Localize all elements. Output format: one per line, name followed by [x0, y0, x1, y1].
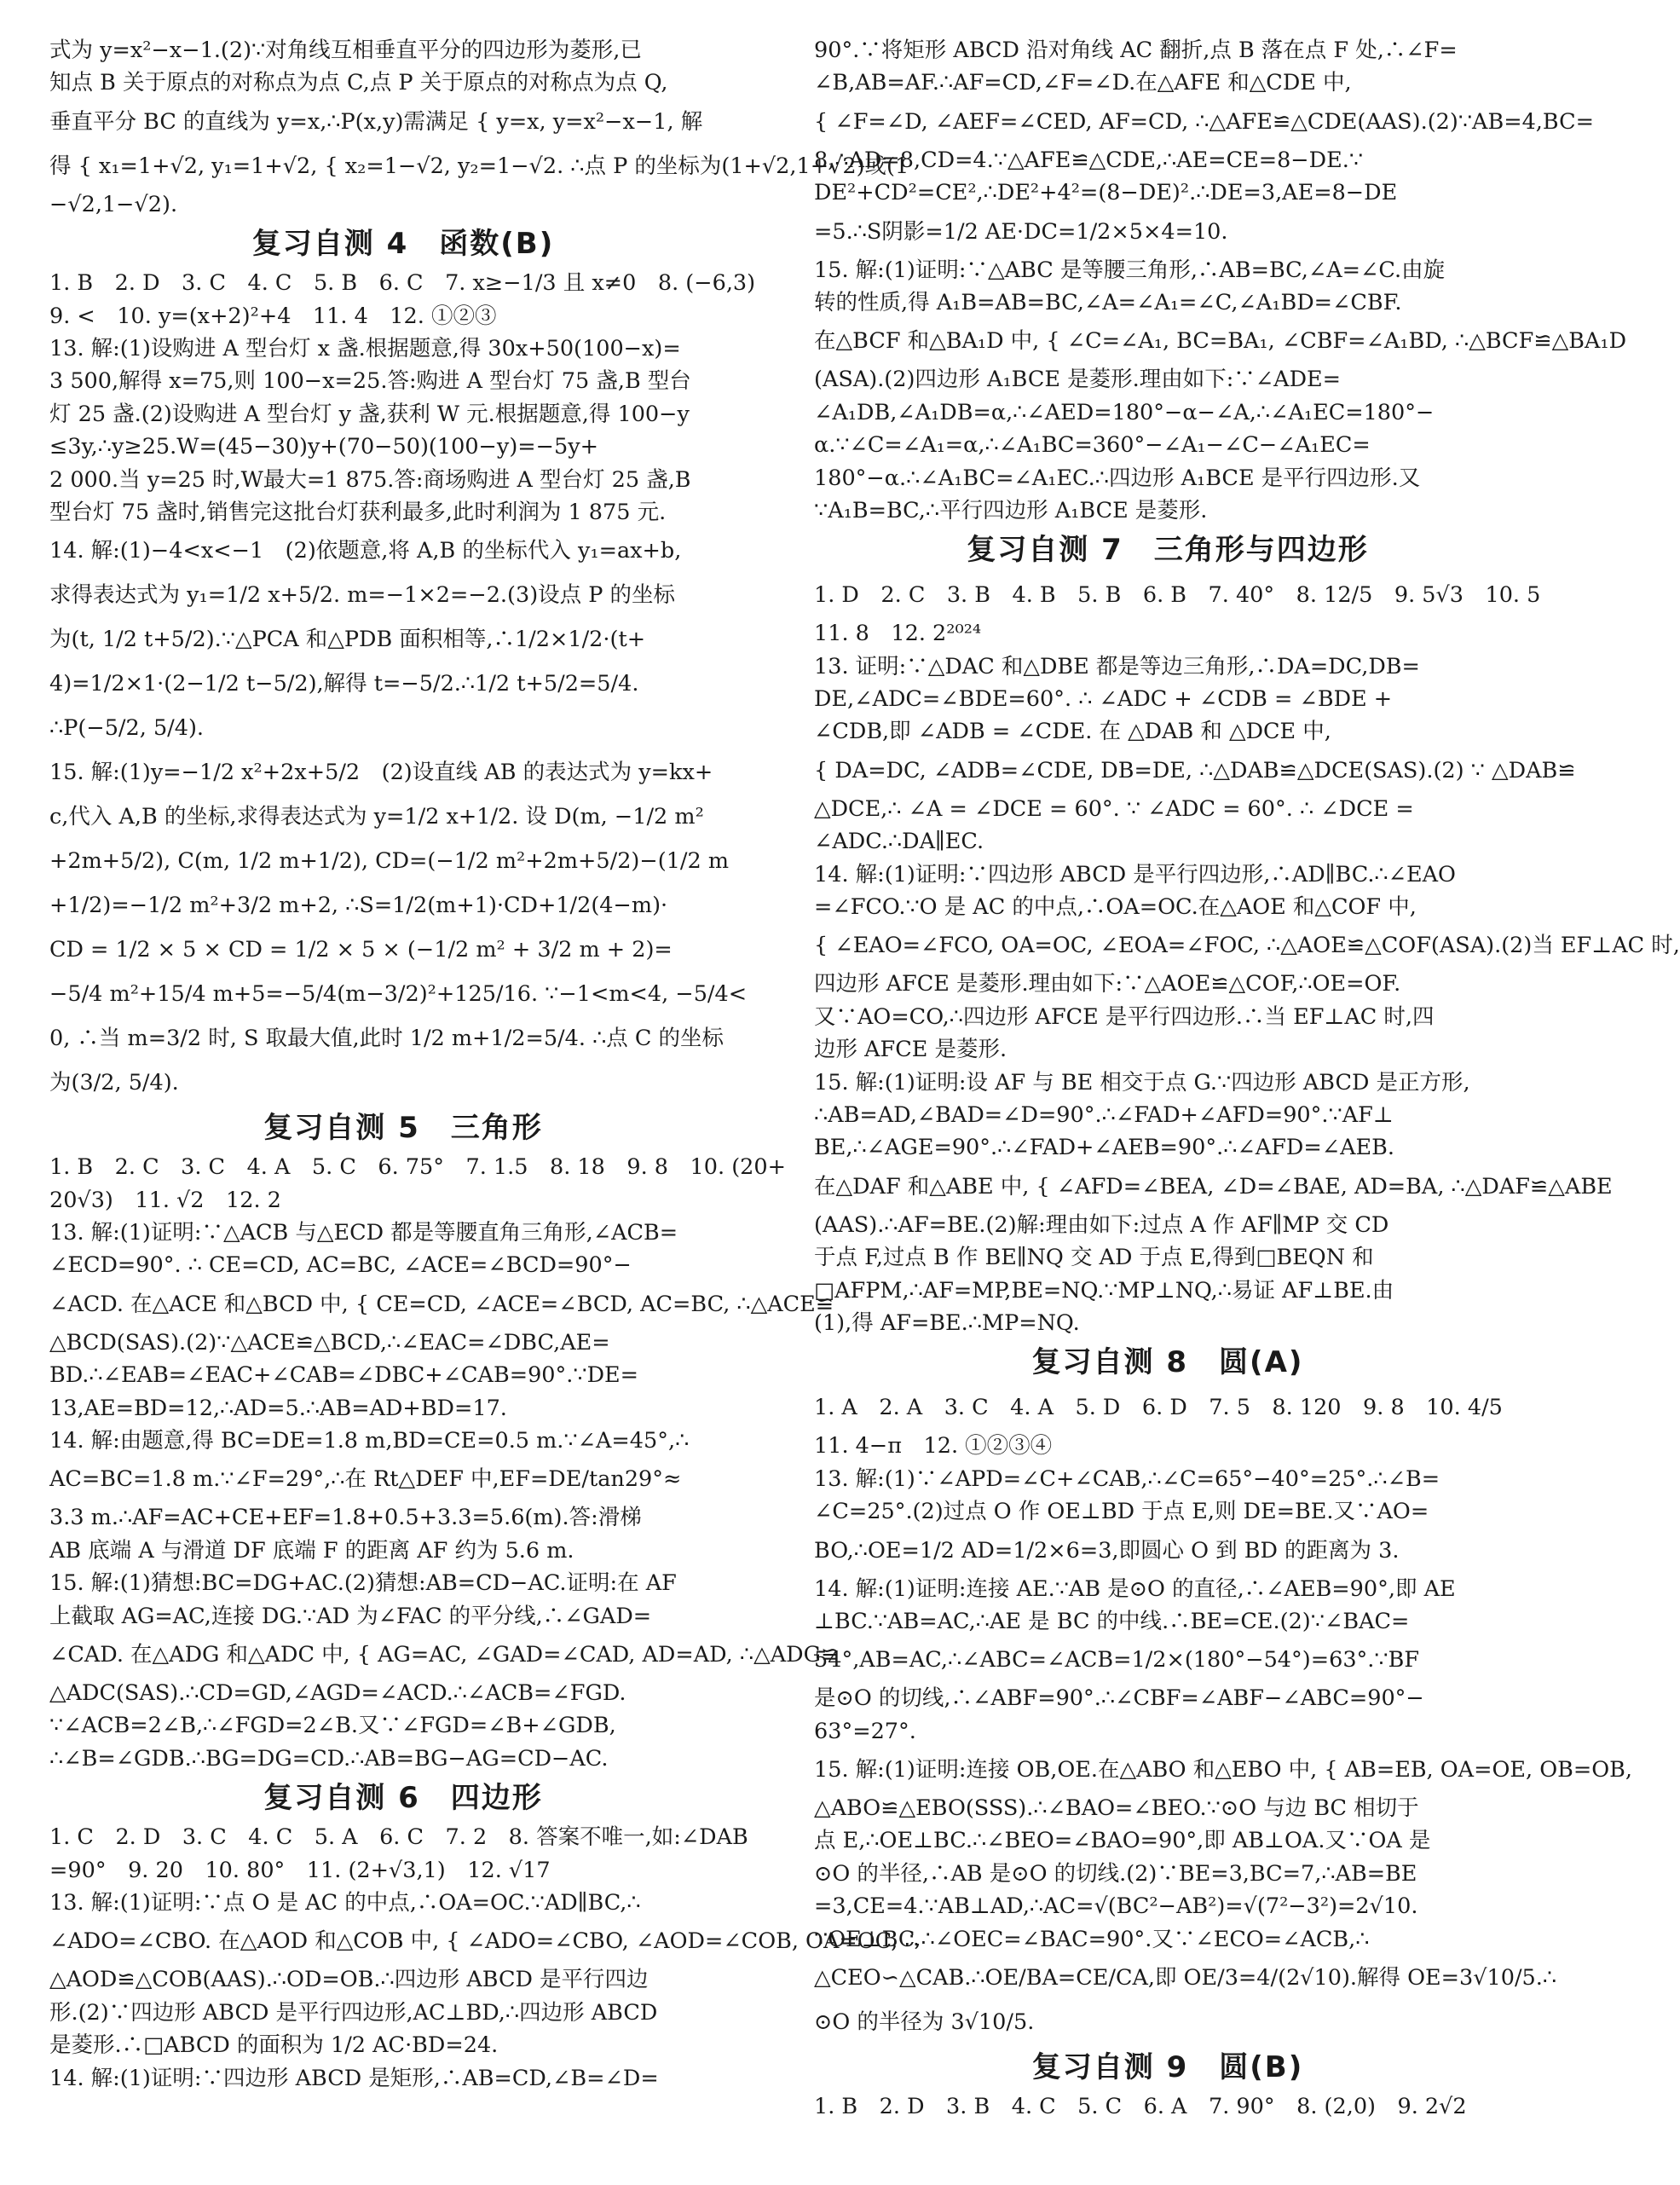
text-line: △ABO≌△EBO(SSS).∴∠BAO=∠BEO.∵⊙O 与边 BC 相切于 [814, 1795, 1419, 1822]
text-line: AC=BC=1.8 m.∵∠F=29°,∴在 Rt△DEF 中,EF=DE/tan29°≈ [49, 1466, 682, 1493]
text-line: +2m+5/2), C(m, 1/2 m+1/2), CD=(−1/2 m²+2m+5/2)−(1/2 m [49, 848, 730, 875]
text-line: DE²+CD²=CE²,∴DE²+4²=(8−DE)².∴DE=3,AE=8−DE [814, 180, 1398, 206]
text-line: 54°,AB=AC,∴∠ABC=∠ACB=1/2×(180°−54°)=63°.∵BF [814, 1647, 1420, 1673]
text-line: −5/4 m²+15/4 m+5=−5/4(m−3/2)²+125/16. ∵−1<m<4, −5/4< [49, 981, 748, 1008]
text-line: CD = 1/2 × 5 × CD = 1/2 × 5 × (−1/2 m² + 3/2 m + 2)= [49, 937, 673, 963]
text-line: ∠ACD. 在△ACE 和△BCD 中, { CE=CD, ∠ACE=∠BCD, AC=BC, ∴△ACE≌ [49, 1291, 834, 1317]
text-line: 得 { x₁=1+√2, y₁=1+√2, { x₂=1−√2, y₂=1−√2. ∴点 P 的坐标为(1+√2,1+√2)或(1 [49, 153, 909, 179]
text-line: ∠ADO=∠CBO. 在△AOD 和△COB 中, { ∠ADO=∠CBO, ∠AOD=∠COB, OA=OC, ∴ [49, 1928, 919, 1955]
text-line: (ASA).(2)四边形 A₁BCE 是菱形.理由如下:∵∠ADE= [814, 367, 1342, 393]
text-line: 是⊙O 的切线,∴∠ABF=90°.∴∠CBF=∠ABF−∠ABC=90°− [814, 1685, 1424, 1712]
section-body-7 [814, 573, 1680, 1339]
text-line: ∵∠ACB=2∠B,∴∠FGD=2∠B.又∵∠FGD=∠B+∠GDB, [49, 1713, 616, 1739]
text-line: =5.∴S阴影=1/2 AE·DC=1/2×5×4=10. [814, 218, 1228, 245]
text-line: =∠FCO.∵O 是 AC 的中点,∴OA=OC.在△AOE 和△COF 中, [814, 894, 1417, 921]
section-body-5 [49, 1151, 840, 1775]
text-line: 14. 解:(1)−4<x<−1 (2)依题意,将 A,B 的坐标代入 y₁=ax+b, [49, 538, 682, 564]
text-line: 式为 y=x²−x−1.(2)∵对角线互相垂直平分的四边形为菱形,已 [49, 38, 642, 63]
section-heading-9: 复习自测 9 圆(B) [1031, 2050, 1304, 2085]
text-line: 2 000.当 y=25 时,W最大=1 875.答:商场购进 A 型台灯 25 盏,B [49, 466, 691, 493]
text-line: 13,AE=BD=12,∴AD=5.∴AB=AD+BD=17. [49, 1395, 507, 1421]
section-heading-6: 复习自测 6 四边形 [263, 1781, 543, 1816]
text-line: BD.∴∠EAB=∠EAC+∠CAB=∠DBC+∠CAB=90°.∵DE= [49, 1362, 639, 1389]
section-heading-7: 复习自测 7 三角形与四边形 [967, 533, 1369, 568]
text-line: 为(t, 1/2 t+5/2).∵△PCA 和△PDB 面积相等,∴1/2×1/2·(t+ [49, 627, 646, 653]
text-line: AB 底端 A 与滑道 DF 底端 F 的距离 AF 约为 5.6 m. [49, 1537, 574, 1564]
text-line: ⊥BC.∵AB=AC,∴AE 是 BC 的中线.∴BE=CE.(2)∵∠BAC= [814, 1608, 1410, 1634]
text-line: △BCD(SAS).(2)∵△ACE≌△BCD,∴∠EAC=∠DBC,AE= [49, 1329, 610, 1356]
text-line: 知点 B 关于原点的对称点为点 C,点 P 关于原点的对称点为点 Q, [49, 70, 668, 96]
text-line: 4)=1/2×1·(2−1/2 t−5/2),解得 t=−5/2.∴1/2 t+5/2=5/4. [49, 671, 639, 697]
section-heading-8: 复习自测 8 圆(A) [1031, 1345, 1304, 1380]
text-line: 于点 F,过点 B 作 BE∥NQ 交 AD 于点 E,得到□BEQN 和 [814, 1245, 1374, 1271]
section-body-9 [814, 2090, 1521, 2123]
text-line: ∴∠B=∠GDB.∴BG=DG=CD.∴AB=BG−AG=CD−AC. [49, 1745, 609, 1772]
text-line: ∠C=25°.(2)过点 O 作 OE⊥BD 于点 E,则 DE=BE.又∵AO= [814, 1499, 1429, 1525]
text-line: 13. 解:(1)设购进 A 型台灯 x 盏.根据题意,得 30x+50(100−x)= [49, 335, 681, 361]
text-line: △CEO∽△CAB.∴OE/BA=CE/CA,即 OE/3=4/(2√10).解得 OE=3√10/5.∴ [814, 1965, 1557, 1991]
text-line: 15. 解:(1)y=−1/2 x²+2x+5/2 (2)设直线 AB 的表达式为 y=kx+ [49, 760, 713, 786]
text-line: ∵OE⊥BC,∴∠OEC=∠BAC=90°.又∵∠ECO=∠ACB,∴ [814, 1926, 1370, 1952]
text-line: 9. < 10. y=(x+2)²+4 11. 4 12. ①②③ [49, 303, 497, 329]
text-line: 点 E,∴OE⊥BC.∴∠BEO=∠BAO=90°,即 AB⊥OA.又∵OA 是 [814, 1828, 1431, 1854]
text-line: ∠B,AB=AF.∴AF=CD,∠F=∠D.在△AFE 和△CDE 中, [814, 70, 1352, 96]
text-line: △DCE,∴ ∠A = ∠DCE = 60°. ∵ ∠ADC = 60°. ∴ ∠DCE = [814, 795, 1414, 822]
text-line: { ∠F=∠D, ∠AEF=∠CED, AF=CD, ∴△AFE≌△CDE(AAS).(2)∵AB=4,BC= [814, 108, 1594, 135]
text-line: ∠CAD. 在△ADG 和△ADC 中, { AG=AC, ∠GAD=∠CAD, AD=AD, ∴△ADG≌ [49, 1641, 840, 1668]
text-line: =90° 9. 20 10. 80° 11. (2+√3,1) 12. √17 [49, 1857, 551, 1883]
text-line: 1. B 2. C 3. C 4. A 5. C 6. 75° 7. 1.5 8. 18 9. 8 10. (20+ [49, 1154, 786, 1181]
text-line: 四边形 AFCE 是菱形.理由如下:∵△AOE≌△COF,∴OE=OF. [814, 971, 1401, 997]
text-line: α.∵∠C=∠A₁=α,∴∠A₁BC=360°−∠A₁−∠C−∠A₁EC= [814, 432, 1371, 459]
text-line: +1/2)=−1/2 m²+3/2 m+2, ∴S=1/2(m+1)·CD+1/2(4−m)· [49, 893, 668, 919]
text-line: ∴P(−5/2, 5/4). [49, 715, 205, 742]
text-line: 形.(2)∵四边形 ABCD 是平行四边形,AC⊥BD,∴四边形 ABCD [49, 1999, 658, 2026]
text-line: 1. C 2. D 3. C 4. C 5. A 6. C 7. 2 8. 答案不唯一,如:∠DAB [49, 1824, 748, 1851]
text-line: 8,∴AD=8,CD=4.∵△AFE≌△CDE,∴AE=CE=8−DE.∵ [814, 147, 1364, 173]
text-line: 求得表达式为 y₁=1/2 x+5/2. m=−1×2=−2.(3)设点 P 的坐标 [49, 582, 676, 609]
text-line: 63°=27°. [814, 1718, 916, 1744]
text-line: 13. 解:(1)证明:∵点 O 是 AC 的中点,∴OA=OC.∵AD∥BC,∴ [49, 1889, 641, 1916]
section-heading-4: 复习自测 4 函数(B) [251, 227, 555, 262]
text-line: 13. 证明:∵△DAC 和△DBE 都是等边三角形,∴DA=DC,DB= [814, 653, 1420, 679]
text-line: ∠ECD=90°. ∴ CE=CD, AC=BC, ∠ACE=∠BCD=90°− [49, 1252, 632, 1279]
text-line: 又∵AO=CO,∴四边形 AFCE 是平行四边形.∴当 EF⊥AC 时,四 [814, 1003, 1435, 1030]
right-column [814, 34, 1680, 2123]
text-line: 11. 4−π 12. ①②③④ [814, 1433, 1053, 1460]
text-line: 1. A 2. A 3. C 4. A 5. D 6. D 7. 5 8. 120 9. 8 10. 4/5 [814, 1395, 1503, 1421]
text-line: 边形 AFCE 是菱形. [814, 1037, 1007, 1063]
text-line: (AAS).∴AF=BE.(2)解:理由如下:过点 A 作 AF∥MP 交 CD [814, 1211, 1389, 1238]
text-line: 15. 解:(1)猜想:BC=DG+AC.(2)猜想:AB=CD−AC.证明:在 AF [49, 1570, 677, 1597]
text-line: 1. D 2. C 3. B 4. B 5. B 6. B 7. 40° 8. 12/5 9. 5√3 10. 5 [814, 582, 1541, 609]
text-line: ∠CDB,即 ∠ADB = ∠CDE. 在 △DAB 和 △DCE 中, [814, 719, 1331, 745]
text-line: ⊙O 的半径为 3√10/5. [814, 2009, 1035, 2036]
text-line: { ∠EAO=∠FCO, OA=OC, ∠EOA=∠FOC, ∴△AOE≌△COF(ASA).(2)当 EF⊥AC 时, [814, 933, 1680, 959]
text-line: 13. 解:(1)证明:∵△ACB 与△ECD 都是等腰直角三角形,∠ACB= [49, 1220, 678, 1246]
text-line: 在△BCF 和△BA₁D 中, { ∠C=∠A₁, BC=BA₁, ∠CBF=∠A₁BD, ∴△BCF≌△BA₁D [814, 328, 1627, 355]
section-heading-5: 复习自测 5 三角形 [263, 1111, 543, 1146]
text-line: 14. 解:(1)证明:连接 AE.∵AB 是⊙O 的直径,∴∠AEB=90°,即 AE [814, 1575, 1456, 1602]
section-body-6 [49, 1821, 919, 2095]
text-line: BO,∴OE=1/2 AD=1/2×6=3,即圆心 O 到 BD 的距离为 3. [814, 1537, 1400, 1564]
text-line: 180°−α.∴∠A₁BC=∠A₁EC.∴四边形 A₁BCE 是平行四边形.又 [814, 465, 1421, 491]
text-line: ∠ADC.∴DA∥EC. [814, 829, 984, 855]
text-line: ∠A₁DB,∠A₁DB=α,∴∠AED=180°−α−∠A,∴∠A₁EC=180°− [814, 399, 1435, 425]
text-line: (1),得 AF=BE.∴MP=NQ. [814, 1309, 1080, 1336]
text-line: 3.3 m.∴AF=AC+CE+EF=1.8+0.5+3.3=5.6(m).答:滑梯 [49, 1505, 642, 1531]
text-line: 15. 解:(1)证明:设 AF 与 BE 相交于点 G.∵四边形 ABCD 是正方形, [814, 1069, 1470, 1095]
text-line: 14. 解:由题意,得 BC=DE=1.8 m,BD=CE=0.5 m.∵∠A=45°,∴ [49, 1428, 690, 1454]
text-line: △ADC(SAS).∴CD=GD,∠AGD=∠ACD.∴∠ACB=∠FGD. [49, 1679, 626, 1706]
text-line: 11. 8 12. 2²⁰²⁴ [814, 621, 982, 647]
text-line: DE,∠ADC=∠BDE=60°. ∴ ∠ADC + ∠CDB = ∠BDE + [814, 686, 1393, 713]
text-line: ⊙O 的半径,∴AB 是⊙O 的切线.(2)∵BE=3,BC=7,∴AB=BE [814, 1860, 1417, 1887]
text-line: 15. 解:(1)证明:连接 OB,OE.在△ABO 和△EBO 中, { AB=EB, OA=OE, OB=OB, [814, 1757, 1632, 1783]
text-line: BE,∴∠AGE=90°.∴∠FAD+∠AEB=90°.∴∠AFD=∠AEB. [814, 1135, 1394, 1161]
section-body-8 [814, 1385, 1632, 2044]
section-body-4 [49, 267, 757, 1105]
text-line: 90°.∵将矩形 ABCD 沿对角线 AC 翻折,点 B 落在点 F 处,∴∠F= [814, 38, 1458, 63]
intro-block-right [814, 34, 1627, 527]
text-line: 1. B 2. D 3. C 4. C 5. B 6. C 7. x≥−1/3 且 x≠0 8. (−6,3) [49, 270, 756, 297]
text-line: 14. 解:(1)证明:∵四边形 ABCD 是平行四边形,∴AD∥BC.∴∠EAO [814, 861, 1456, 887]
text-line: 垂直平分 BC 的直线为 y=x,∴P(x,y)需满足 { y=x, y=x²−x−1, 解 [49, 108, 703, 135]
text-line: 1. B 2. D 3. B 4. C 5. C 6. A 7. 90° 8. (2,0) 9. 2√2 [814, 2094, 1467, 2120]
text-line: −√2,1−√2). [49, 191, 178, 217]
text-line: ≤3y,∴y≥25.W=(45−30)y+(70−50)(100−y)=−5y+ [49, 434, 598, 460]
text-line: =3,CE=4.∵AB⊥AD,∴AC=√(BC²−AB²)=√(7²−3²)=2√10. [814, 1893, 1418, 1920]
text-line: 型台灯 75 盏时,销售完这批台灯获利最多,此时利润为 1 875 元. [49, 499, 667, 525]
text-line: 15. 解:(1)证明:∵△ABC 是等腰三角形,∴AB=BC,∠A=∠C.由旋 [814, 257, 1446, 283]
text-line: △AOD≌△COB(AAS).∴OD=OB.∴四边形 ABCD 是平行四边 [49, 1967, 649, 1993]
text-line: 是菱形.∴□ABCD 的面积为 1/2 AC·BD=24. [49, 2032, 499, 2059]
text-line: 0, ∴当 m=3/2 时, S 取最大值,此时 1/2 m+1/2=5/4. ∴点 C 的坐标 [49, 1026, 725, 1052]
text-line: 20√3) 11. √2 12. 2 [49, 1187, 281, 1213]
text-line: 3 500,解得 x=75,则 100−x=25.答:购进 A 型台灯 75 盏,B 型台 [49, 368, 691, 395]
text-line: 转的性质,得 A₁B=AB=BC,∠A=∠A₁=∠C,∠A₁BD=∠CBF. [814, 289, 1402, 315]
text-line: 灯 25 盏.(2)设购进 A 型台灯 y 盏,获利 W 元.根据题意,得 100−y [49, 401, 690, 427]
text-line: { DA=DC, ∠ADB=∠CDE, DB=DE, ∴△DAB≌△DCE(SAS).(2) ∵ △DAB≌ [814, 757, 1576, 783]
text-line: 上截取 AG=AC,连接 DG.∵AD 为∠FAC 的平分线,∴∠GAD= [49, 1603, 652, 1629]
intro-block-left [49, 34, 909, 221]
text-line: 为(3/2, 5/4). [49, 1070, 179, 1096]
text-line: 14. 解:(1)证明:∵四边形 ABCD 是矩形,∴AB=CD,∠B=∠D= [49, 2065, 659, 2091]
text-line: ∴AB=AD,∠BAD=∠D=90°.∴∠FAD+∠AFD=90°.∵AF⊥ [814, 1101, 1394, 1128]
text-line: c,代入 A,B 的坐标,求得表达式为 y=1/2 x+1/2. 设 D(m, −1/2 m² [49, 804, 704, 830]
text-line: □AFPM,∴AF=MP,BE=NQ.∵MP⊥NQ,∴易证 AF⊥BE.由 [814, 1277, 1394, 1303]
text-line: 13. 解:(1)∵∠APD=∠C+∠CAB,∴∠C=65°−40°=25°.∴∠B= [814, 1465, 1440, 1492]
text-line: ∵A₁B=BC,∴平行四边形 A₁BCE 是菱形. [814, 497, 1208, 523]
text-line: 在△DAF 和△ABE 中, { ∠AFD=∠BEA, ∠D=∠BAE, AD=BA, ∴△DAF≌△ABE [814, 1173, 1613, 1199]
